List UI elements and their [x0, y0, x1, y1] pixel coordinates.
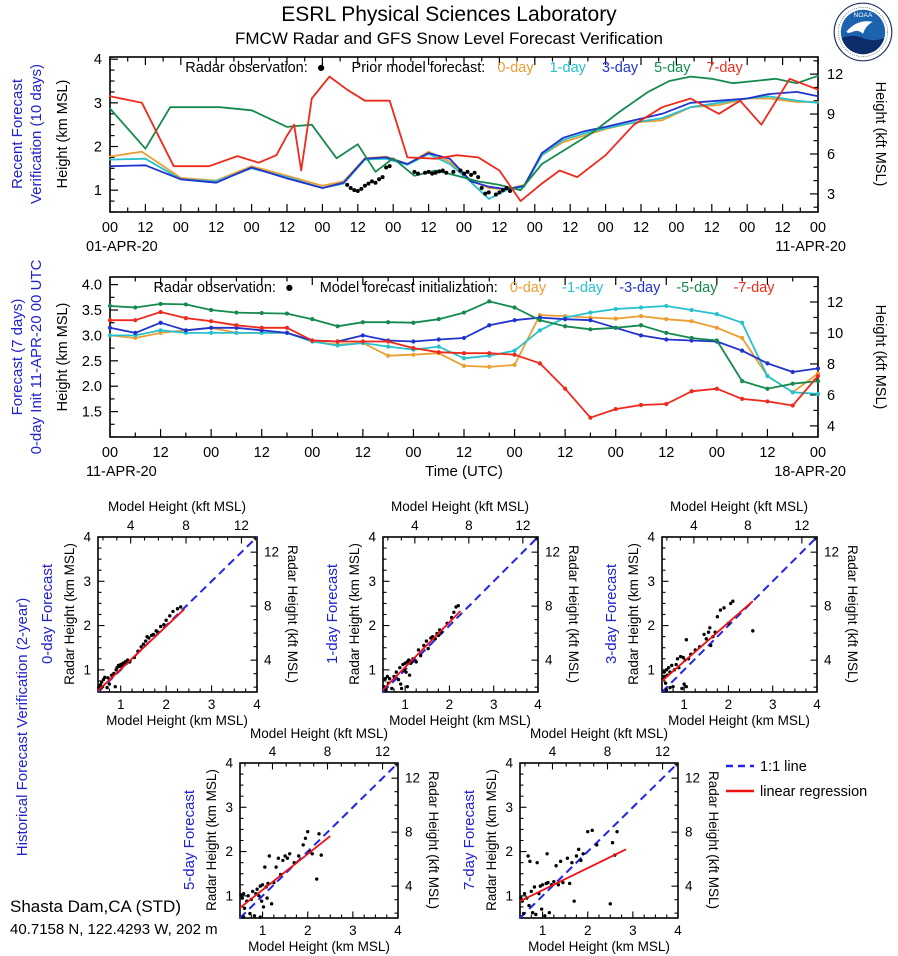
svg-text:12: 12: [562, 220, 579, 236]
svg-text:12: 12: [545, 544, 561, 560]
svg-text:12: 12: [827, 295, 844, 312]
scatter-bottom-axis-title-4: Model Height (km MSL): [528, 939, 670, 954]
scatter-panel-1: [382, 537, 538, 692]
radar-observation-dot: [444, 171, 448, 175]
radar-observation-dot: [377, 177, 381, 181]
svg-text:3: 3: [647, 573, 655, 589]
svg-text:10: 10: [827, 325, 844, 342]
svg-text:2: 2: [303, 923, 312, 938]
svg-text:00: 00: [739, 220, 756, 236]
scatter-top-axis-title-4: Model Height (kft MSL): [529, 726, 669, 741]
radar-observation-dot: [494, 193, 498, 197]
radar-observation-dot: [359, 187, 363, 191]
svg-text:1: 1: [83, 662, 91, 678]
svg-text:12: 12: [152, 445, 169, 461]
panel1-side-label-line2: Verification (10 days): [28, 63, 45, 205]
svg-text:12: 12: [137, 220, 154, 236]
svg-text:3: 3: [368, 573, 376, 589]
scatter-left-axis-title-0: Radar Height (km MSL): [62, 543, 77, 685]
radar-observation-dot: [441, 169, 445, 173]
svg-text:8: 8: [744, 518, 752, 533]
svg-text:1.5: 1.5: [81, 404, 102, 421]
panel2-y-axis-label-left: Height (km MSL): [55, 302, 71, 412]
svg-text:8: 8: [182, 518, 190, 533]
svg-text:4: 4: [126, 518, 135, 533]
svg-text:00: 00: [708, 445, 725, 461]
one-to-one-line: [662, 537, 817, 692]
svg-text:3: 3: [827, 186, 836, 203]
svg-text:9: 9: [827, 107, 836, 124]
svg-text:Radar observation:●Model forec: Radar observation: ● Model forecast initialization: 0-day -1-day -3-day -5-day -7-day: [153, 280, 775, 296]
svg-text:12: 12: [420, 220, 437, 236]
svg-text:4: 4: [505, 755, 513, 771]
svg-text:12: 12: [253, 445, 270, 461]
scatter-bottom-axis-title-0: Model Height (km MSL): [106, 713, 248, 728]
regression-line: [98, 609, 184, 690]
radar-observation-dot: [434, 171, 438, 175]
svg-text:12: 12: [455, 445, 473, 461]
scatter-top-axis-title-3: Model Height (kft MSL): [249, 726, 389, 741]
svg-text:12: 12: [233, 518, 249, 533]
regression-line: [662, 601, 753, 681]
time-panel-forecast_7day: [108, 277, 820, 437]
svg-text:3: 3: [629, 923, 637, 938]
radar-observation-dot: [366, 182, 370, 186]
radar-observation-dot: [352, 188, 356, 192]
svg-text:12: 12: [794, 518, 810, 533]
svg-text:00: 00: [314, 220, 331, 236]
radar-observation-dot: [487, 190, 491, 194]
radar-observation-dot: [437, 169, 441, 173]
svg-text:12: 12: [278, 220, 296, 236]
svg-text:00: 00: [101, 445, 119, 461]
svg-text:12: 12: [774, 220, 791, 236]
radar-observation-dot: [469, 173, 473, 177]
svg-text:12: 12: [375, 744, 391, 759]
panel2-side-label-line2: 0-day Init 11-APR-20 00 UTC: [28, 259, 45, 455]
svg-text:8: 8: [824, 598, 832, 614]
scatter-top-axis-title-1: Model Height (kft MSL): [390, 499, 530, 514]
svg-text:3: 3: [349, 923, 357, 938]
scatter-3day-label: 3-day Forecast: [603, 563, 620, 665]
svg-text:2: 2: [162, 697, 170, 712]
radar-observation-dot: [356, 189, 360, 193]
svg-text:4: 4: [368, 529, 376, 545]
svg-text:8: 8: [323, 744, 332, 759]
svg-text:Radar observation:●Prior model: Radar observation: ● Prior model forecast: 0-day 1-day 3-day 5-day 7-day: [185, 60, 743, 76]
svg-text:4: 4: [813, 697, 821, 712]
scatter-left-axis-title-4: Radar Height (km MSL): [484, 769, 499, 911]
svg-text:4: 4: [824, 652, 832, 668]
svg-text:2: 2: [445, 697, 454, 712]
svg-text:00: 00: [385, 220, 402, 236]
regression-line: [240, 836, 330, 908]
noaa-logo: [833, 2, 893, 62]
svg-text:12: 12: [824, 544, 840, 560]
svg-text:00: 00: [455, 220, 473, 236]
svg-text:00: 00: [809, 220, 827, 236]
svg-text:1: 1: [505, 888, 513, 904]
radar-observation-dot: [458, 169, 462, 173]
svg-text:2: 2: [505, 844, 513, 860]
svg-text:00: 00: [809, 445, 827, 461]
svg-text:8: 8: [603, 744, 612, 759]
radar-observation-dot: [363, 184, 367, 188]
historical-section-label: Historical Forecast Verification (2-year): [14, 597, 31, 857]
svg-text:4: 4: [534, 697, 542, 712]
svg-text:2.5: 2.5: [81, 353, 102, 370]
scatter-panel-4: [519, 763, 678, 918]
scatter-0day-label: 0-day Forecast: [39, 563, 56, 665]
scatter-left-axis-title-3: Radar Height (km MSL): [204, 769, 219, 911]
one-to-one-line-label: 1:1 line: [760, 759, 807, 775]
svg-text:00: 00: [607, 445, 624, 461]
radar-observation-dot: [370, 179, 374, 183]
radar-observation-dot: [349, 186, 353, 190]
scatter-left-axis-title-1: Radar Height (km MSL): [347, 543, 362, 685]
station-info: [10, 897, 218, 938]
svg-text:4: 4: [93, 52, 102, 69]
svg-text:00: 00: [203, 445, 220, 461]
svg-text:4: 4: [405, 878, 413, 894]
station-coords: 40.7158 N, 122.4293 W, 202 m: [10, 921, 218, 938]
svg-text:8: 8: [405, 824, 413, 840]
radar-observation-dot: [388, 164, 392, 168]
scatter-right-axis-title-4: Radar Height (kft MSL): [706, 770, 721, 910]
svg-text:2: 2: [647, 618, 655, 634]
radar-observation-dot: [480, 186, 484, 190]
regression-line: [383, 611, 461, 690]
station-name: Shasta Dam,CA (STD): [10, 897, 181, 916]
scatter-top-axis-title-2: Model Height (kft MSL): [669, 499, 809, 514]
svg-text:3: 3: [768, 697, 777, 712]
svg-text:2: 2: [83, 618, 91, 634]
svg-text:12: 12: [632, 220, 650, 236]
svg-text:6: 6: [827, 387, 836, 404]
svg-text:12: 12: [515, 518, 531, 533]
svg-text:00: 00: [526, 220, 543, 236]
svg-text:00: 00: [172, 220, 189, 236]
svg-text:8: 8: [465, 518, 473, 533]
radar-observation-dot: [501, 188, 505, 192]
scatter-right-axis-title-1: Radar Height (kft MSL): [566, 544, 581, 684]
svg-text:3: 3: [505, 799, 513, 815]
svg-text:8: 8: [685, 824, 693, 840]
radar-observation-dot: [381, 175, 385, 179]
series--1-day: [110, 306, 818, 394]
svg-text:6: 6: [827, 146, 836, 163]
svg-text:3: 3: [207, 697, 216, 712]
svg-text:12: 12: [658, 445, 675, 461]
svg-text:2: 2: [368, 618, 376, 634]
svg-text:12: 12: [349, 220, 366, 236]
page-title: ESRL Physical Sciences Laboratory: [281, 3, 617, 26]
svg-text:1: 1: [225, 888, 233, 904]
svg-text:12: 12: [354, 445, 371, 461]
svg-text:12: 12: [264, 544, 280, 560]
radar-observation-dot: [423, 171, 427, 175]
svg-text:4: 4: [674, 923, 682, 938]
scatter-1day-label: 1-day Forecast: [324, 563, 341, 665]
radar-observation-dot: [416, 172, 420, 176]
svg-text:12: 12: [557, 445, 574, 461]
svg-text:4: 4: [394, 923, 402, 938]
svg-text:12: 12: [827, 67, 844, 84]
svg-text:2: 2: [225, 844, 233, 860]
svg-text:3.0: 3.0: [81, 328, 102, 345]
svg-text:11-APR-20: 11-APR-20: [86, 464, 157, 480]
one-to-one-line: [383, 537, 538, 692]
radar-observation-dot: [384, 165, 388, 169]
scatter-right-axis-title-2: Radar Height (kft MSL): [845, 544, 860, 684]
svg-text:8: 8: [264, 598, 272, 614]
radar-observation-dot: [345, 183, 349, 187]
svg-text:01-APR-20: 01-APR-20: [86, 239, 158, 255]
svg-text:1: 1: [538, 923, 547, 938]
svg-text:00: 00: [668, 220, 685, 236]
svg-text:4: 4: [548, 744, 557, 759]
scatter-5day-label: 5-day Forecast: [181, 789, 198, 891]
svg-text:2: 2: [583, 923, 592, 938]
svg-text:4: 4: [685, 878, 693, 894]
svg-text:4: 4: [690, 518, 698, 533]
svg-text:8: 8: [545, 598, 553, 614]
radar-observation-dot: [451, 170, 455, 174]
svg-text:1: 1: [258, 923, 267, 938]
svg-text:1: 1: [647, 662, 655, 678]
svg-text:3: 3: [83, 573, 91, 589]
scatter-panel-3: [239, 763, 398, 919]
radar-observation-dot: [412, 170, 416, 174]
header: [0, 1, 898, 50]
svg-text:3: 3: [489, 697, 498, 712]
page-subtitle: FMCW Radar and GFS Snow Level Forecast Verification: [235, 29, 663, 48]
svg-text:2.0: 2.0: [81, 379, 102, 396]
radar-observation-dot: [430, 172, 434, 176]
radar-observation-dot: [473, 171, 477, 175]
svg-text:3: 3: [225, 799, 233, 815]
radar-observation-dot: [504, 186, 508, 190]
svg-text:Time (UTC): Time (UTC): [425, 463, 503, 480]
svg-text:4: 4: [264, 652, 272, 668]
svg-text:1: 1: [93, 183, 102, 200]
svg-text:2: 2: [724, 697, 733, 712]
radar-observation-dot: [483, 192, 487, 196]
radar-observation-dot: [476, 175, 480, 179]
radar-observation-dot: [466, 170, 470, 174]
svg-text:4: 4: [225, 755, 233, 771]
svg-text:2: 2: [93, 139, 102, 156]
scatter-bottom-axis-title-3: Model Height (km MSL): [248, 939, 390, 954]
panel1-y-axis-label-left: Height (km MSL): [55, 79, 71, 189]
svg-text:4: 4: [827, 418, 836, 435]
svg-text:00: 00: [243, 220, 260, 236]
svg-text:12: 12: [208, 220, 225, 236]
svg-text:1: 1: [368, 662, 376, 678]
scatter-panel-2: [661, 537, 817, 692]
svg-text:12: 12: [491, 220, 508, 236]
panel1-side-label-line1: Recent Forecast: [9, 78, 26, 190]
svg-text:00: 00: [304, 445, 321, 461]
svg-text:4: 4: [83, 529, 91, 545]
svg-text:1: 1: [116, 697, 125, 712]
regression-line: [520, 849, 626, 901]
svg-text:18-APR-20: 18-APR-20: [774, 464, 846, 480]
svg-text:3: 3: [93, 95, 102, 112]
scatter-right-axis-title-3: Radar Height (kft MSL): [426, 770, 441, 910]
svg-text:1: 1: [401, 697, 409, 712]
svg-text:1: 1: [680, 697, 688, 712]
svg-text:4: 4: [253, 697, 261, 712]
svg-text:12: 12: [759, 445, 776, 461]
panel2-y-axis-label-right: Height (kft MSL): [872, 304, 888, 410]
svg-text:12: 12: [703, 220, 720, 236]
scatter-7day-label: 7-day Forecast: [461, 789, 478, 891]
svg-text:4: 4: [545, 652, 553, 668]
scatter-bottom-axis-title-1: Model Height (km MSL): [389, 713, 531, 728]
svg-text:00: 00: [597, 220, 614, 236]
svg-text:12: 12: [405, 770, 421, 786]
panel1-y-axis-label-right: Height (kft MSL): [872, 81, 888, 187]
regression-line-label: linear regression: [760, 784, 868, 800]
scatter-bottom-axis-title-2: Model Height (km MSL): [668, 713, 810, 728]
svg-text:3.5: 3.5: [81, 303, 102, 320]
svg-text:8: 8: [827, 356, 836, 373]
scatter-left-axis-title-2: Radar Height (km MSL): [626, 543, 641, 685]
svg-text:11-APR-20: 11-APR-20: [775, 239, 846, 255]
one-to-one-line: [520, 763, 678, 918]
radar-observation-dot: [508, 189, 512, 193]
svg-text:4: 4: [411, 518, 419, 533]
svg-text:00: 00: [506, 445, 523, 461]
radar-observation-dot: [497, 190, 501, 194]
svg-text:4: 4: [268, 744, 277, 759]
scatter-panel-0: [97, 537, 257, 692]
svg-text:4.0: 4.0: [81, 277, 102, 294]
radar-observation-dot: [462, 172, 466, 176]
scatter-top-axis-title-0: Model Height (kft MSL): [107, 499, 247, 514]
radar-observation-dot: [427, 170, 431, 174]
noaa-logo-text: NOAA: [853, 12, 873, 19]
svg-text:00: 00: [405, 445, 422, 461]
scatter-right-axis-title-0: Radar Height (kft MSL): [285, 544, 300, 684]
svg-text:12: 12: [655, 744, 671, 759]
svg-text:12: 12: [685, 770, 701, 786]
time-panel-recent_verification: [110, 57, 818, 212]
panel2-side-label-line1: Forecast (7 days): [9, 298, 26, 416]
one-to-one-line: [240, 763, 398, 918]
radar-observation-dot: [374, 181, 378, 185]
svg-text:4: 4: [647, 529, 655, 545]
svg-text:00: 00: [101, 220, 119, 236]
